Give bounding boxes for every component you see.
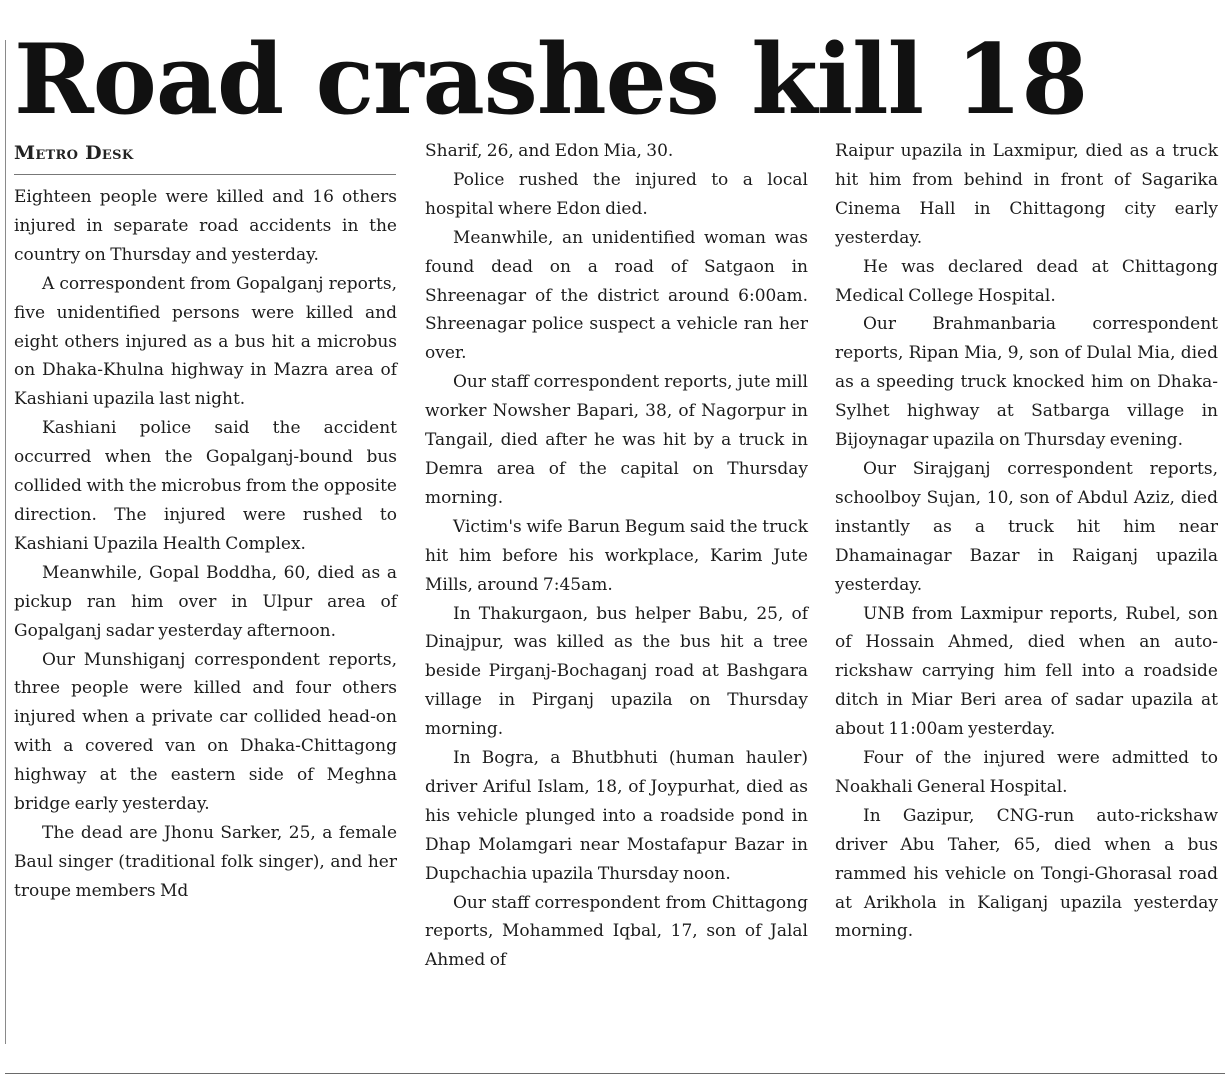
paragraph-continued: Raipur upazila in Laxmipur, died as a truck hit him from behind in front of Sagarika Cinema Hall in Chittagong city early yesterday.: [835, 141, 1218, 248]
paragraph: Four of the injured were admitted to Noakhali General Hospital.: [835, 748, 1218, 797]
paragraph: Our staff correspondent reports, jute mill worker Nowsher Bapari, 38, of Nagorpur in Tangail, died after he was hit by a truck in Demra area of the capital on Thursday morning.: [425, 372, 808, 508]
paragraph: A correspondent from Gopalganj reports, five unidentified persons were killed and eight others injured as a bus hit a microbus on Dhaka-Khulna highway in Mazra area of Kashiani upazila last night.: [14, 273, 397, 410]
paragraph: Our staff correspondent from Chittagong reports, Mohammed Iqbal, 17, son of Jalal Ahmed of: [425, 892, 808, 971]
paragraph: The dead are Jhonu Sarker, 25, a female Baul singer (traditional folk singer), and her troupe members Md: [14, 822, 397, 901]
paragraph: Victim's wife Barun Begum said the truck hit him before his workplace, Karim Jute Mills, around 7:45am.: [425, 516, 808, 595]
article-column-2: [425, 137, 808, 1063]
paragraph: He was declared dead at Chittagong Medical College Hospital.: [835, 256, 1218, 306]
paragraph: Police rushed the injured to a local hospital where Edon died.: [425, 169, 808, 219]
paragraph: Meanwhile, Gopal Boddha, 60, died as a pickup ran him over in Ulpur area of Gopalganj sadar yesterday afternoon.: [14, 562, 397, 641]
paragraph: UNB from Laxmipur reports, Rubel, son of Hossain Ahmed, died when an auto-rickshaw carrying him fell into a roadside ditch in Miar Beri area of sadar upazila at about 11:00am yesterday.: [835, 603, 1218, 740]
headline: Road crashes kill 18: [14, 23, 1088, 136]
paragraph: Our Brahmanbaria correspondent reports, Ripan Mia, 9, son of Dulal Mia, died as a speeding truck knocked him on Dhaka-Sylhet highway at Satbarga village in Bijoynagar upazila on Thursday evening.: [835, 314, 1218, 451]
byline: Metro Desk: [14, 142, 134, 164]
article-column-3: [835, 137, 1218, 1063]
paragraph: Our Munshiganj correspondent reports, three people were killed and four others injured when a private car collided head-on with a covered van on Dhaka-Chittagong highway at the eastern side of Meghna bridge early yesterday.: [14, 649, 397, 815]
left-column-rule: [5, 40, 6, 1044]
paragraph: Kashiani police said the accident occurred when the Gopalganj-bound bus collided with the microbus from the opposite direction. The injured were rushed to Kashiani Upazila Health Complex.: [14, 418, 397, 554]
article-column-1: [14, 183, 397, 1063]
paragraph: In Bogra, a Bhutbhuti (human hauler) driver Ariful Islam, 18, of Joypurhat, died as his vehicle plunged into a roadside pond in Dhap Molamgari near Mostafapur Bazar in Dupchachia upazila Thursday noon.: [425, 748, 808, 884]
paragraph: Our Sirajganj correspondent reports, schoolboy Sujan, 10, son of Abdul Aziz, died instantly as a truck hit him near Dhamainagar Bazar in Raiganj upazila yesterday.: [835, 458, 1218, 595]
paragraph: In Gazipur, CNG-run auto-rickshaw driver Abu Taher, 65, died when a bus rammed his vehicle on Tongi-Ghorasal road at Arikhola in Kaliganj upazila yesterday morning.: [835, 805, 1218, 942]
paragraph: Eighteen people were killed and 16 others injured in separate road accidents in the country on Thursday and yesterday.: [14, 187, 397, 265]
paragraph-continued: Sharif, 26, and Edon Mia, 30.: [425, 141, 674, 161]
byline-rule: [14, 174, 396, 175]
paragraph: Meanwhile, an unidentified woman was found dead on a road of Satgaon in Shreenagar of the district around 6:00am. Shreenagar police suspect a vehicle ran her over.: [425, 227, 808, 364]
bottom-rule: [5, 1073, 1225, 1074]
paragraph: In Thakurgaon, bus helper Babu, 25, of Dinajpur, was killed as the bus hit a tree beside Pirganj-Bochaganj road at Bashgara village in Pirganj upazila on Thursday morning.: [425, 603, 808, 740]
